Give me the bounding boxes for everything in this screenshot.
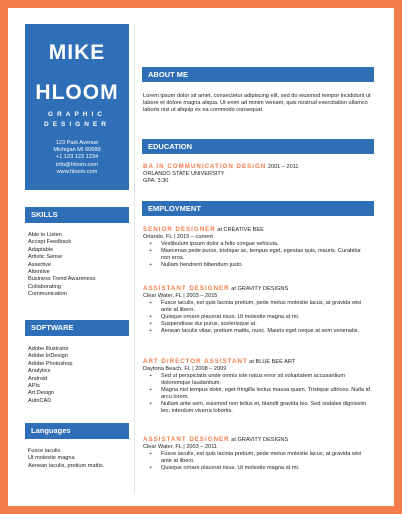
job-bullet: + Aenean iaculis vitae, pretium mattis, nunc. Mauris eget neque at sem venenatis. <box>155 328 371 335</box>
name-header-box <box>25 24 129 190</box>
contact-website[interactable]: www.hloom.com <box>56 168 98 175</box>
list-item: Business Trend Awareness <box>28 276 96 283</box>
list-item: Art Design <box>28 390 55 397</box>
list-item: Ut molestie magna <box>28 455 75 462</box>
list-item: Able to Listen <box>28 232 62 238</box>
job-location: Clear Water, FL | 2003 – 2015 <box>143 293 218 299</box>
role-line-2: DESIGNER <box>44 121 110 128</box>
job-bullet: + Suspendisse dui purus, scelerisque at. <box>155 321 371 328</box>
about-text: Lorem ipsum dolor sit amet, consectetur adipiscing elit, sed do eiusmod tempor incididunt ut labore et dolore magna aliqua. Ut enim ad minim veniam, quis nostrud exercitation ullamco laboris nisi ut aliquip ex ea commodo consequat. <box>143 93 371 114</box>
job-title: ART DIRECTOR ASSISTANT <box>143 358 248 365</box>
job-bullet: + Fusce iaculis, est quis lacinia pretium, pede metus molestie lacus, at gravida wisi ante at libero. <box>155 300 371 314</box>
employment-heading: EMPLOYMENT <box>142 201 374 216</box>
job-title: ASSISTANT DESIGNER <box>143 285 230 292</box>
job-bullet: + Sed ut perspiciatis unde omnis iste natus error sit voluptatem accusantium doloremque laudantium. <box>155 373 371 387</box>
job-location: Daytona Beach, FL | 2008 – 2009 <box>143 366 227 372</box>
list-item: Analytics <box>28 368 51 375</box>
school-name: ORLANDO STATE UNIVERSITY <box>143 171 225 178</box>
list-item: Adobe InDesign <box>28 353 68 360</box>
software-heading: SOFTWARE <box>25 320 129 336</box>
job-bullet: + Fusce iaculis, est quis lacinia pretium, pede metus molestie lacus, at gravida wisi ante at libero. <box>155 451 371 465</box>
list-item: Android <box>28 375 48 382</box>
list-item: AutoCAD <box>28 397 52 404</box>
list-item: Aenean iaculis, pretium mattis. <box>28 462 105 469</box>
job-bullet: + Nullam hendrerit bibendum justo. <box>155 262 371 269</box>
job-bullet: + Magna nisl tempus dolor, eget fringilla lectus massa quam. Tristique ultrices. Nulla id arcu lorem. <box>155 387 371 401</box>
list-item: Assertive <box>28 261 52 268</box>
first-name: MIKE <box>48 41 106 64</box>
job-title: ASSISTANT DESIGNER <box>143 436 230 443</box>
contact-address: 123 Park Avenue <box>55 140 99 146</box>
role-line-1: GRAPHIC <box>48 111 106 118</box>
job-bullet: + Quisque ornare placerat risus. Ut molestie magna at mi. <box>155 314 371 321</box>
column-divider <box>134 24 135 494</box>
job-entry <box>143 226 371 269</box>
languages-list <box>28 448 128 470</box>
job-title: SENIOR DESIGNER <box>143 226 216 233</box>
job-entry <box>143 436 371 472</box>
job-company: at GRAVITY DESIGNS <box>231 437 289 443</box>
job-location: Clear Water, FL | 2003 – 2011 <box>143 444 218 450</box>
list-item: Accept Feedback <box>28 239 72 246</box>
list-item: Fusce iaculis <box>28 448 61 454</box>
contact-phone: +1 123 123 1234 <box>55 154 99 161</box>
skills-list <box>28 232 128 299</box>
job-bullet: + Quisque ornare placerat risus. Ut molestie magna at mi. <box>155 465 371 472</box>
languages-heading: Languages <box>25 423 129 439</box>
list-item: Artistic Sense <box>28 254 63 261</box>
degree-title: BA IN COMMUNICATION DESIGN <box>143 163 267 170</box>
contact-email[interactable]: info@hloom.com <box>55 161 99 168</box>
education-heading: EDUCATION <box>142 139 374 154</box>
job-company: at CREATIVE BEE <box>217 227 264 233</box>
list-item: Adobe Photoshop <box>28 360 73 367</box>
software-list <box>28 346 128 405</box>
skills-heading: SKILLS <box>25 207 129 223</box>
contact-city: Michigan MI 60689 <box>53 147 101 154</box>
list-item: Attentive <box>28 269 50 276</box>
education-entry <box>143 163 371 186</box>
degree-dates: 2001 – 2011 <box>267 164 299 170</box>
about-heading: ABOUT ME <box>142 67 374 82</box>
job-entry <box>143 285 371 335</box>
job-bullet: + Vestibulum ipsum dolor a felis congue vehicula. <box>155 241 371 248</box>
list-item: Adaptable <box>28 246 54 253</box>
list-item: Collaborating <box>28 283 61 290</box>
list-item: APIs <box>28 383 40 390</box>
job-bullet: + Maecenas pede purus, tristique ac, tempus eget, egestas quis, mauris. Curabitur non eros. <box>155 248 371 262</box>
job-company: at GRAVITY DESIGNS <box>231 286 289 292</box>
job-location: Orlando, FL | 2015 – current <box>143 234 213 240</box>
list-item: Communication <box>28 291 67 298</box>
job-company: at BLUE BEE ART <box>249 359 296 365</box>
job-bullet: + Nullam ante sem, euismod non tellus et, blandit gravida leo. Sed sodales dignissim leo, interdum viverra lobortis. <box>155 401 371 415</box>
list-item: Adobe Illustrator <box>28 346 69 352</box>
last-name: HLOOM <box>35 81 119 104</box>
gpa: GPA: 3.30 <box>143 178 169 185</box>
contact-info <box>25 140 129 176</box>
job-entry <box>143 358 371 415</box>
